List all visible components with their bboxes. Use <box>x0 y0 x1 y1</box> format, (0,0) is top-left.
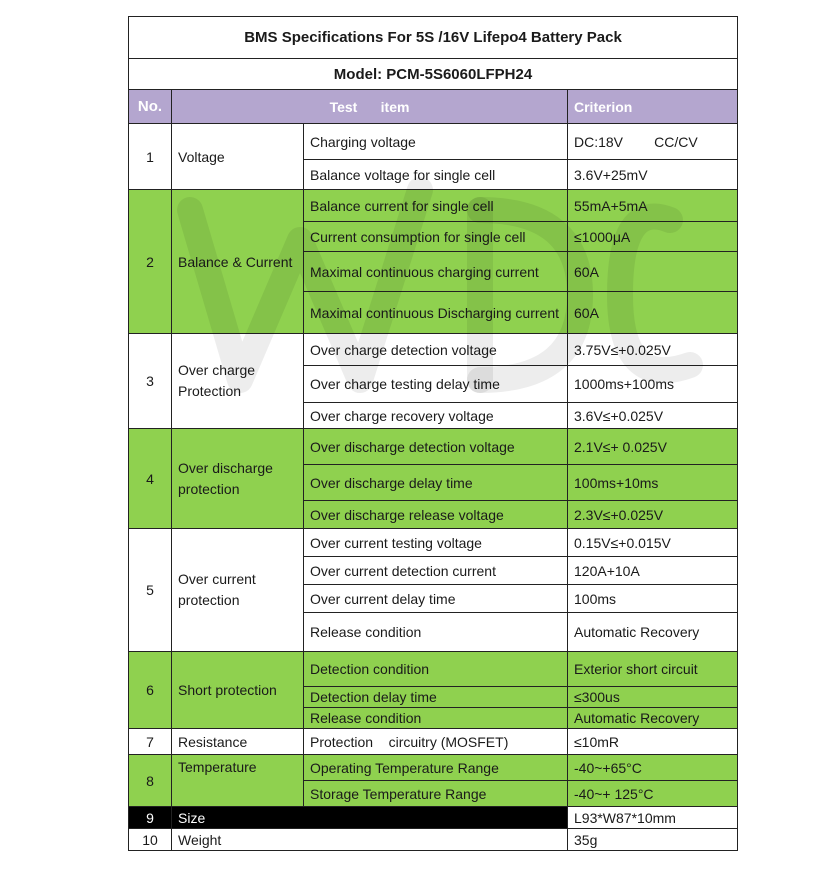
table-row <box>129 807 738 829</box>
spec-table <box>128 16 738 851</box>
criterion-cell: L93*W87*10mm <box>568 807 738 829</box>
test-cell: Charging voltage <box>304 124 568 160</box>
test-cell: Over current testing voltage <box>304 529 568 557</box>
table-row <box>129 124 738 160</box>
table-row <box>129 652 738 687</box>
test-cell: Release condition <box>304 613 568 652</box>
test-cell: Operating Temperature Range <box>304 755 568 781</box>
row-item: Resistance <box>172 729 304 755</box>
test-cell: Current consumption for single cell <box>304 222 568 252</box>
header-test-item: Test item <box>172 90 568 124</box>
row-item: Temperature <box>172 755 304 807</box>
test-cell: Protection circuitry (MOSFET) <box>304 729 568 755</box>
criterion-cell: 100ms <box>568 585 738 613</box>
row-number: 1 <box>129 124 172 190</box>
model-label: Model: PCM-5S6060LFPH24 <box>129 59 738 90</box>
test-cell: Over current detection current <box>304 557 568 585</box>
row-number: 8 <box>129 755 172 807</box>
criterion-cell: 3.6V+25mV <box>568 160 738 190</box>
criterion-cell: 60A <box>568 292 738 334</box>
criterion-cell: 100ms+10ms <box>568 465 738 501</box>
criterion-cell: ≤10mR <box>568 729 738 755</box>
test-cell: Over charge detection voltage <box>304 334 568 366</box>
row-number: 6 <box>129 652 172 729</box>
test-cell: Balance voltage for single cell <box>304 160 568 190</box>
header-no: No. <box>129 90 172 124</box>
criterion-cell: -40~+ 125°C <box>568 781 738 807</box>
row-item: Over charge Protection <box>172 334 304 429</box>
test-cell: Maximal continuous charging current <box>304 252 568 292</box>
table-row <box>129 190 738 222</box>
test-cell: Detection delay time <box>304 687 568 708</box>
table-row <box>129 429 738 465</box>
test-cell: Over discharge delay time <box>304 465 568 501</box>
test-cell: Over discharge release voltage <box>304 501 568 529</box>
header-criterion: Criterion <box>568 90 738 124</box>
criterion-cell: Automatic Recovery <box>568 708 738 729</box>
criterion-cell: 35g <box>568 829 738 851</box>
criterion-cell: ≤300us <box>568 687 738 708</box>
test-cell: Release condition <box>304 708 568 729</box>
test-cell: Detection condition <box>304 652 568 687</box>
test-cell: Over charge recovery voltage <box>304 403 568 429</box>
criterion-cell: 3.6V≤+0.025V <box>568 403 738 429</box>
row-item: Voltage <box>172 124 304 190</box>
row-number: 9 <box>129 807 172 829</box>
criterion-cell: ≤1000μA <box>568 222 738 252</box>
criterion-cell: 3.75V≤+0.025V <box>568 334 738 366</box>
row-number: 5 <box>129 529 172 652</box>
row-item: Over current protection <box>172 529 304 652</box>
criterion-cell: -40~+65°C <box>568 755 738 781</box>
criterion-cell: 2.1V≤+ 0.025V <box>568 429 738 465</box>
row-item: Over discharge protection <box>172 429 304 529</box>
test-cell: Over current delay time <box>304 585 568 613</box>
table-row <box>129 334 738 366</box>
table-row <box>129 729 738 755</box>
header-row <box>129 90 738 124</box>
row-number: 2 <box>129 190 172 334</box>
row-item: Size <box>172 807 568 829</box>
table-row <box>129 529 738 557</box>
criterion-cell: Exterior short circuit <box>568 652 738 687</box>
criterion-cell: 2.3V≤+0.025V <box>568 501 738 529</box>
criterion-cell: DC:18V CC/CV <box>568 124 738 160</box>
table-row <box>129 755 738 781</box>
row-number: 4 <box>129 429 172 529</box>
row-item: Short protection <box>172 652 304 729</box>
row-number: 7 <box>129 729 172 755</box>
test-cell: Over discharge detection voltage <box>304 429 568 465</box>
row-number: 3 <box>129 334 172 429</box>
criterion-cell: 60A <box>568 252 738 292</box>
criterion-cell: 0.15V≤+0.015V <box>568 529 738 557</box>
row-item: Balance & Current <box>172 190 304 334</box>
row-item: Weight <box>172 829 568 851</box>
test-cell: Storage Temperature Range <box>304 781 568 807</box>
criterion-cell: Automatic Recovery <box>568 613 738 652</box>
criterion-cell: 120A+10A <box>568 557 738 585</box>
criterion-cell: 55mA+5mA <box>568 190 738 222</box>
test-cell: Over charge testing delay time <box>304 366 568 403</box>
criterion-cell: 1000ms+100ms <box>568 366 738 403</box>
test-cell: Maximal continuous Discharging current <box>304 292 568 334</box>
test-cell: Balance current for single cell <box>304 190 568 222</box>
row-number: 10 <box>129 829 172 851</box>
table-row <box>129 829 738 851</box>
page-title: BMS Specifications For 5S /16V Lifepo4 Battery Pack <box>129 17 738 59</box>
